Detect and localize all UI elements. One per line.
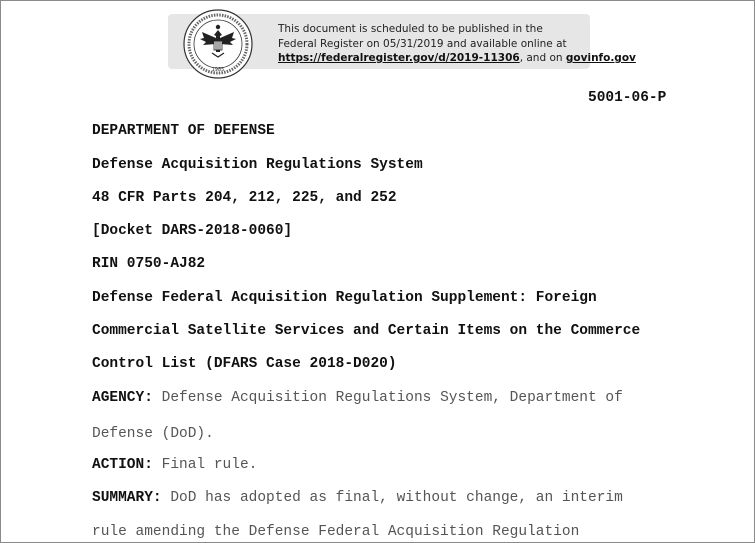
action-text: Final rule.: [161, 457, 258, 473]
cfr-parts-heading: 48 CFR Parts 204, 212, 225, and 252: [92, 190, 397, 206]
rule-title-line-2: Commercial Satellite Services and Certain Items on the Commerce: [92, 323, 641, 339]
seal-year: 1985: [211, 67, 225, 73]
summary-label: SUMMARY:: [92, 490, 162, 506]
publication-notice: [278, 22, 636, 66]
and-on-text: , and on: [519, 52, 563, 64]
notice-line-1: This document is scheduled to be published in the: [278, 23, 543, 35]
document-number: 5001-06-P: [588, 90, 667, 106]
agency-text-continued: Defense (DoD).: [92, 426, 214, 442]
agency-paragraph: [92, 390, 623, 406]
govinfo-link[interactable]: govinfo.gov: [565, 52, 636, 64]
national-archives-seal-icon: [182, 8, 254, 80]
docket-number: [Docket DARS-2018-0060]: [92, 223, 293, 239]
federal-register-link[interactable]: https://federalregister.gov/d/2019-11306: [278, 52, 520, 64]
agency-text: Defense Acquisition Regulations System, Department of: [161, 390, 623, 406]
rule-title-line-1: Defense Federal Acquisition Regulation Supplement: Foreign: [92, 290, 597, 306]
action-paragraph: [92, 457, 257, 473]
rule-title-line-3: Control List (DFARS Case 2018-D020): [92, 356, 397, 372]
notice-line-2: Federal Register on 05/31/2019 and available online at: [278, 37, 567, 50]
summary-text-continued: rule amending the Defense Federal Acquisition Regulation: [92, 524, 580, 540]
rin-number: RIN 0750-AJ82: [92, 256, 206, 272]
regulations-system-heading: Defense Acquisition Regulations System: [92, 157, 423, 173]
department-heading: DEPARTMENT OF DEFENSE: [92, 123, 275, 139]
action-label: ACTION:: [92, 457, 153, 473]
agency-label: AGENCY:: [92, 390, 153, 406]
summary-text: DoD has adopted as final, without change, an interim: [170, 490, 623, 506]
notice-line-3: [278, 51, 636, 66]
summary-paragraph: [92, 490, 623, 506]
federal-register-banner: [168, 14, 636, 73]
